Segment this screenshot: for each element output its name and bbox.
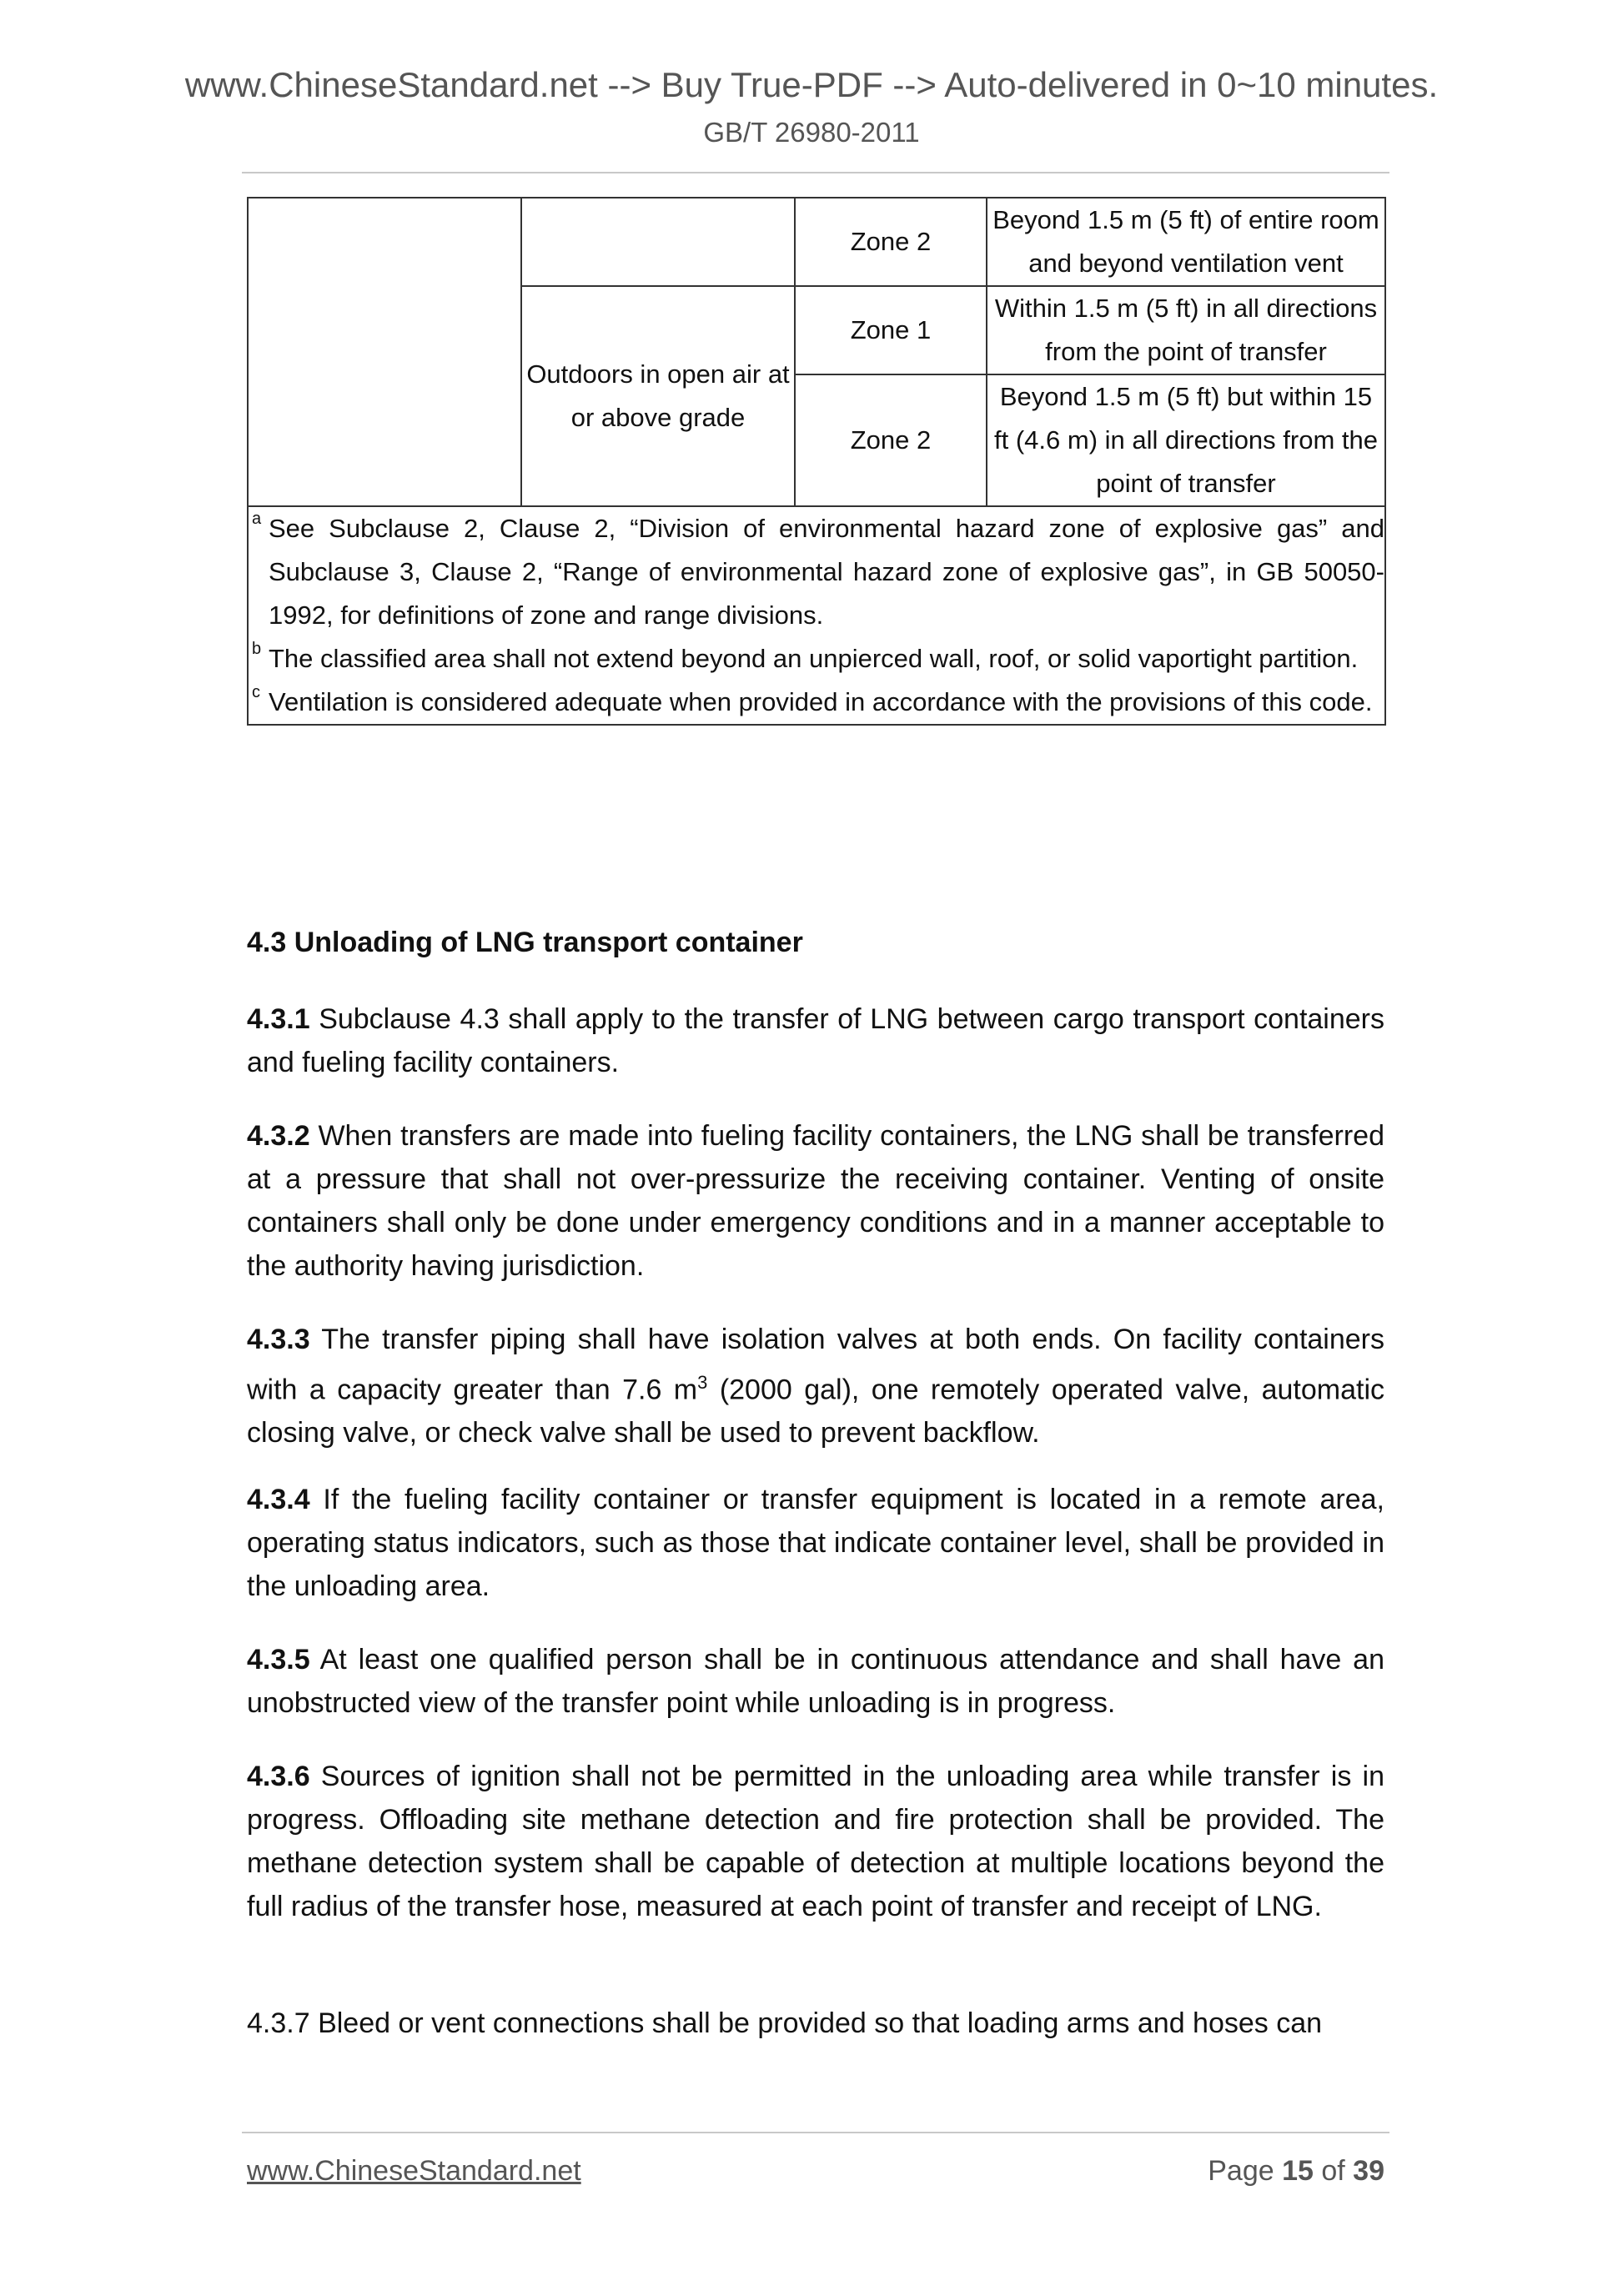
paragraph-4-3-6 [247,1755,1384,1928]
zone-classification-table [247,197,1386,726]
paragraph-4-3-1 [247,997,1384,1084]
page-total: 39 [1353,2155,1384,2187]
footer-site-link[interactable]: www.ChineseStandard.net [247,2155,581,2187]
table-notes-row [248,506,1385,725]
page-number [1208,2155,1384,2188]
location-cell-empty [521,198,795,286]
zone-cell: Zone 1 [795,286,987,374]
note-mark: c [252,683,260,701]
extent-cell: Beyond 1.5 m (5 ft) of entire room and beyond ventilation vent [987,198,1385,286]
equipment-location-cell [248,198,521,506]
clause-number: 4.3.2 [247,1120,310,1152]
note-mark: a [252,510,262,528]
clause-number: 4.3.6 [247,1761,310,1792]
note-text: Ventilation is considered adequate when provided in accordance with the provisions of this code. [269,687,1373,716]
paragraph-4-3-2 [247,1114,1384,1288]
note-text: See Subclause 2, Clause 2, “Division of environmental hazard zone of explosive gas” and Subclause 3, Clause 2, “Range of environmental hazard zone of explosive gas”, in GB 50050-1992, for definitions of zone and range divisions. [269,514,1384,630]
clause-number: 4.3.5 [247,1644,310,1676]
header-banner: www.ChineseStandard.net --> Buy True-PDF --> Auto-delivered in 0~10 minutes. [184,65,1439,104]
zone-cell: Zone 2 [795,374,987,506]
page-prefix: Page [1208,2155,1283,2187]
clause-text: When transfers are made into fueling facility containers, the LNG shall be transferred at a pressure that shall not over-pressurize the receiving container. Venting of onsite containers shall only be done under emergency conditions and in a manner acceptable to the authority having jurisdiction. [247,1120,1384,1282]
page-current: 15 [1282,2155,1314,2187]
extent-cell: Beyond 1.5 m (5 ft) but within 15 ft (4.6 m) in all directions from the point of transfer [987,374,1385,506]
clause-number: 4.3.1 [247,1003,310,1035]
location-cell-outdoors: Outdoors in open air at or above grade [521,286,795,506]
note-mark: b [252,640,262,658]
clause-text: At least one qualified person shall be in continuous attendance and shall have an unobstructed view of the transfer point while unloading is in progress. [247,1644,1384,1719]
page-of: of [1313,2155,1354,2187]
section-heading: 4.3 Unloading of LNG transport container [247,927,803,958]
table-notes [248,506,1385,725]
superscript: 3 [697,1372,708,1393]
clause-text: Subclause 4.3 shall apply to the transfer of LNG between cargo transport containers and fueling facility containers. [247,1003,1384,1078]
header-divider [242,172,1389,173]
table-note-a [252,507,1384,637]
clause-number: 4.3.4 [247,1484,310,1515]
note-text: The classified area shall not extend beyond an unpierced wall, roof, or solid vaportight partition. [269,644,1359,673]
paragraph-4-3-4 [247,1478,1384,1608]
clause-text-continued: (2000 gal), one remotely operated valve, automatic closing valve, or check valve shall be used to prevent backflow. [247,1374,1385,1449]
table-note-b [252,637,1384,681]
clause-text: If the fueling facility container or transfer equipment is located in a remote area, operating status indicators, such as those that indicate container level, shall be provided in the unloading area. [247,1484,1384,1602]
zone-cell: Zone 2 [795,198,987,286]
table-row [248,198,1385,286]
clause-text: Sources of ignition shall not be permitted in the unloading area while transfer is in progress. Offloading site methane detection and fire protection shall be provided. The methane detection system shall be capable of detection at multiple locations beyond the full radius of the transfer hose, measured at each point of transfer and receipt of LNG. [247,1761,1384,1922]
clause-number: 4.3.3 [247,1324,310,1355]
extent-cell: Within 1.5 m (5 ft) in all directions from the point of transfer [987,286,1385,374]
paragraph-4-3-7: 4.3.7 Bleed or vent connections shall be provided so that loading arms and hoses can [247,2007,1323,2039]
paragraph-4-3-3 [247,1318,1384,1454]
table-note-c [252,681,1384,724]
clause-text: The transfer piping shall have isolation valves at both ends. On facility containers with a capacity greater than 7.6 m [247,1324,1384,1406]
standard-code: GB/T 26980-2011 [703,117,920,148]
paragraph-4-3-5 [247,1638,1384,1725]
footer-divider [242,2132,1389,2133]
